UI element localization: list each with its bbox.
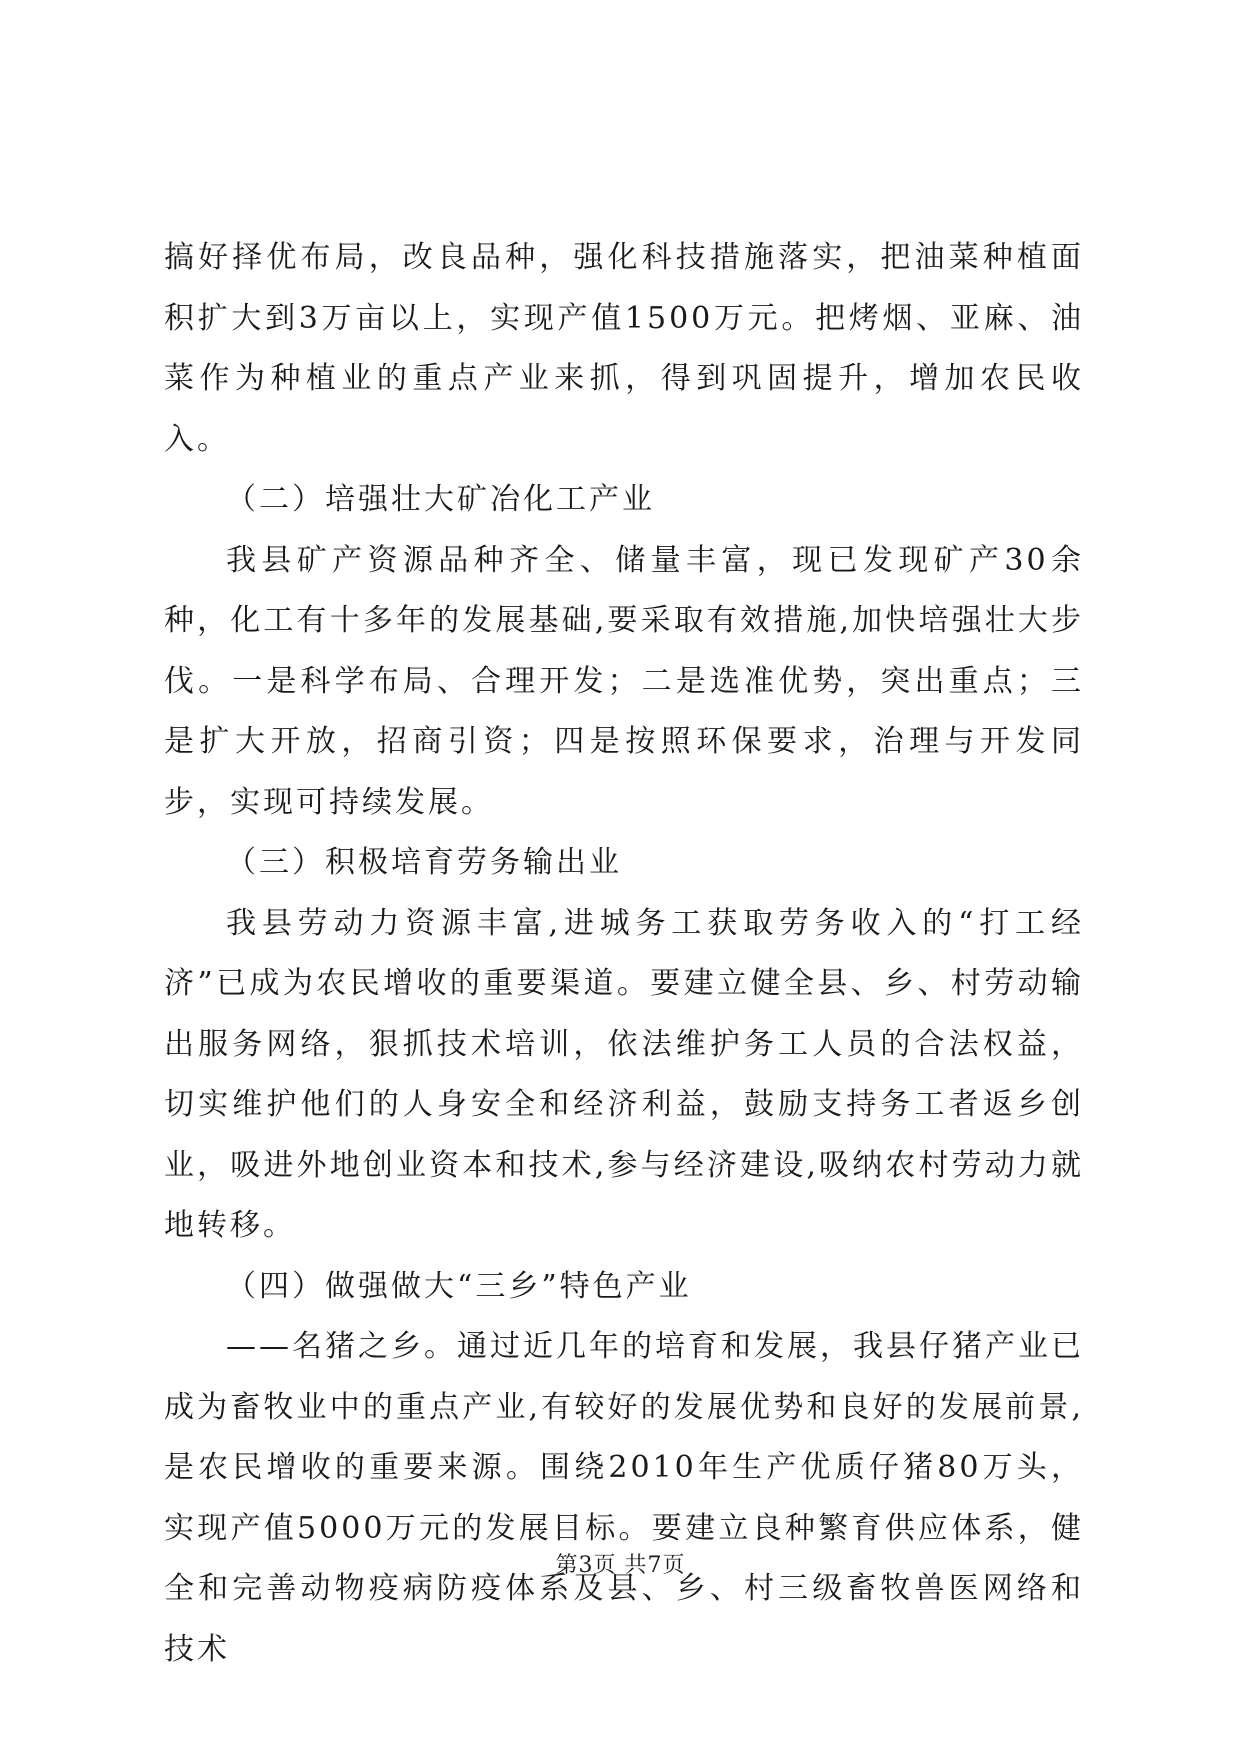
document-body — [164, 228, 1084, 1680]
paragraph-pig-township: ——名猪之乡。通过近几年的培育和发展，我县仔猪产业已成为畜牧业中的重点产业,有较好的发展优势和良好的发展前景,是农民增收的重要来源。围绕2010年生产优质仔猪80万头，实现产值5000万元的发展目标。要建立良种繁育供应体系，健全和完善动物疫病防疫体系及县、乡、村三级畜牧兽医网络和技术 — [164, 1329, 1084, 1667]
section-heading-2: （二）培强壮大矿冶化工产业 — [226, 482, 655, 517]
paragraph-labor: 我县劳动力资源丰富,进城务工获取劳务收入的“打工经济”已成为农民增收的重要渠道。要建立健全县、乡、村劳动输出服务网络，狠抓技术培训，依法维护务工人员的合法权益，切实维护他们的人身安全和经济利益，鼓励支持务工者返乡创业，吸进外地创业资本和技术,参与经济建设,吸纳农村劳动力就地转移。 — [164, 905, 1084, 1243]
paragraph-continuation: 搞好择优布局，改良品种，强化科技措施落实，把油菜种植面积扩大到3万亩以上，实现产值1500万元。把烤烟、亚麻、油菜作为种植业的重点产业来抓，得到巩固提升，增加农民收入。 — [164, 240, 1084, 457]
page-footer: 第3页 共7页 — [555, 1553, 686, 1578]
section-heading-4: （四）做强做大“三乡”特色产业 — [226, 1268, 692, 1304]
section-heading-3: （三）积极培育劳务输出业 — [226, 845, 622, 880]
paragraph-mining: 我县矿产资源品种齐全、储量丰富，现已发现矿产30余种，化工有十多年的发展基础,要采取有效措施,加快培强壮大步伐。一是科学布局、合理开发；二是选准优势，突出重点；三是扩大开放，招商引资；四是按照环保要求，治理与开发同步，实现可持续发展。 — [164, 542, 1084, 820]
